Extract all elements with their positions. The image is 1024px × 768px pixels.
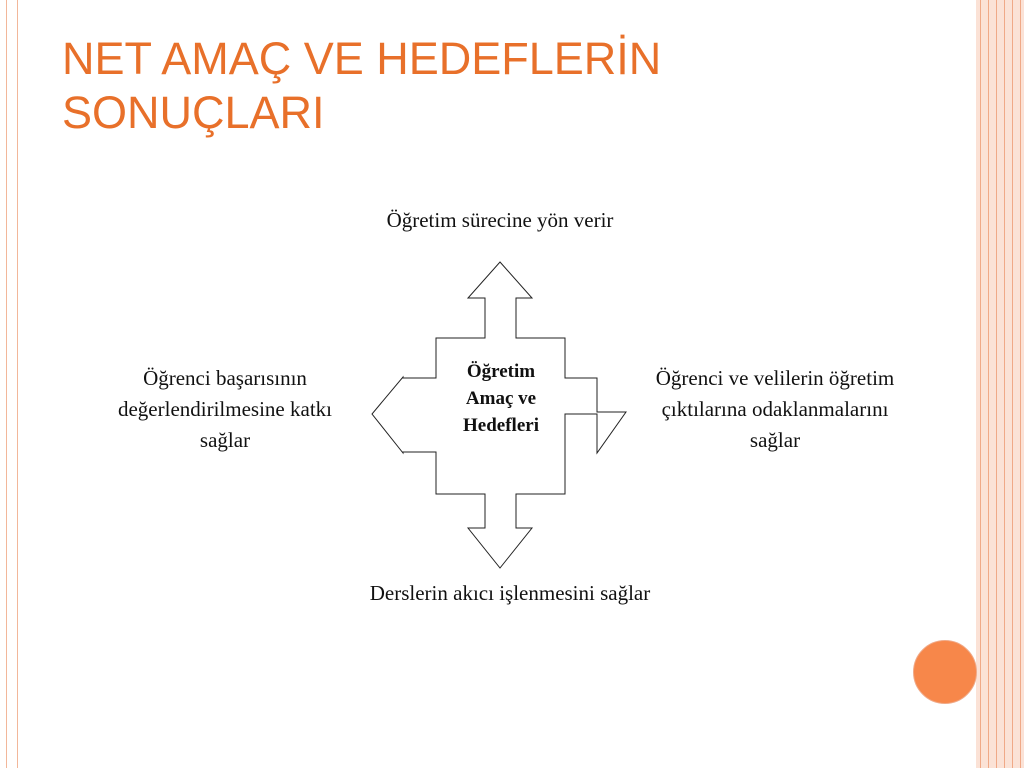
center-label-line-2: Amaç ve <box>465 388 537 409</box>
right-label-line-2: çıktılarına odaklanmalarını <box>661 397 889 421</box>
left-label-line-2: değerlendirilmesine katkı <box>117 397 332 421</box>
right-label-line-3: sağlar <box>749 428 801 452</box>
bottom-outcome-label: Derslerin akıcı işlenmesini sağlar <box>369 581 651 605</box>
top-outcome-label: Öğretim sürecine yön verir <box>386 208 614 232</box>
right-outcome-label <box>610 363 940 456</box>
center-box-label <box>436 358 566 439</box>
slide-title-line-1: NET AMAÇ VE HEDEFLERİN <box>62 33 662 84</box>
center-label-line-3: Hedefleri <box>463 415 539 436</box>
left-outcome-label <box>60 363 390 456</box>
left-label-line-1: Öğrenci başarısının <box>143 366 307 390</box>
right-label-line-1: Öğrenci ve velilerin öğretim <box>655 366 895 390</box>
center-label-line-1: Öğretim <box>466 361 536 382</box>
decorative-orange-circle <box>913 640 977 704</box>
left-label-line-3: sağlar <box>199 428 251 452</box>
slide-title-line-2: SONUÇLARI <box>62 87 325 138</box>
